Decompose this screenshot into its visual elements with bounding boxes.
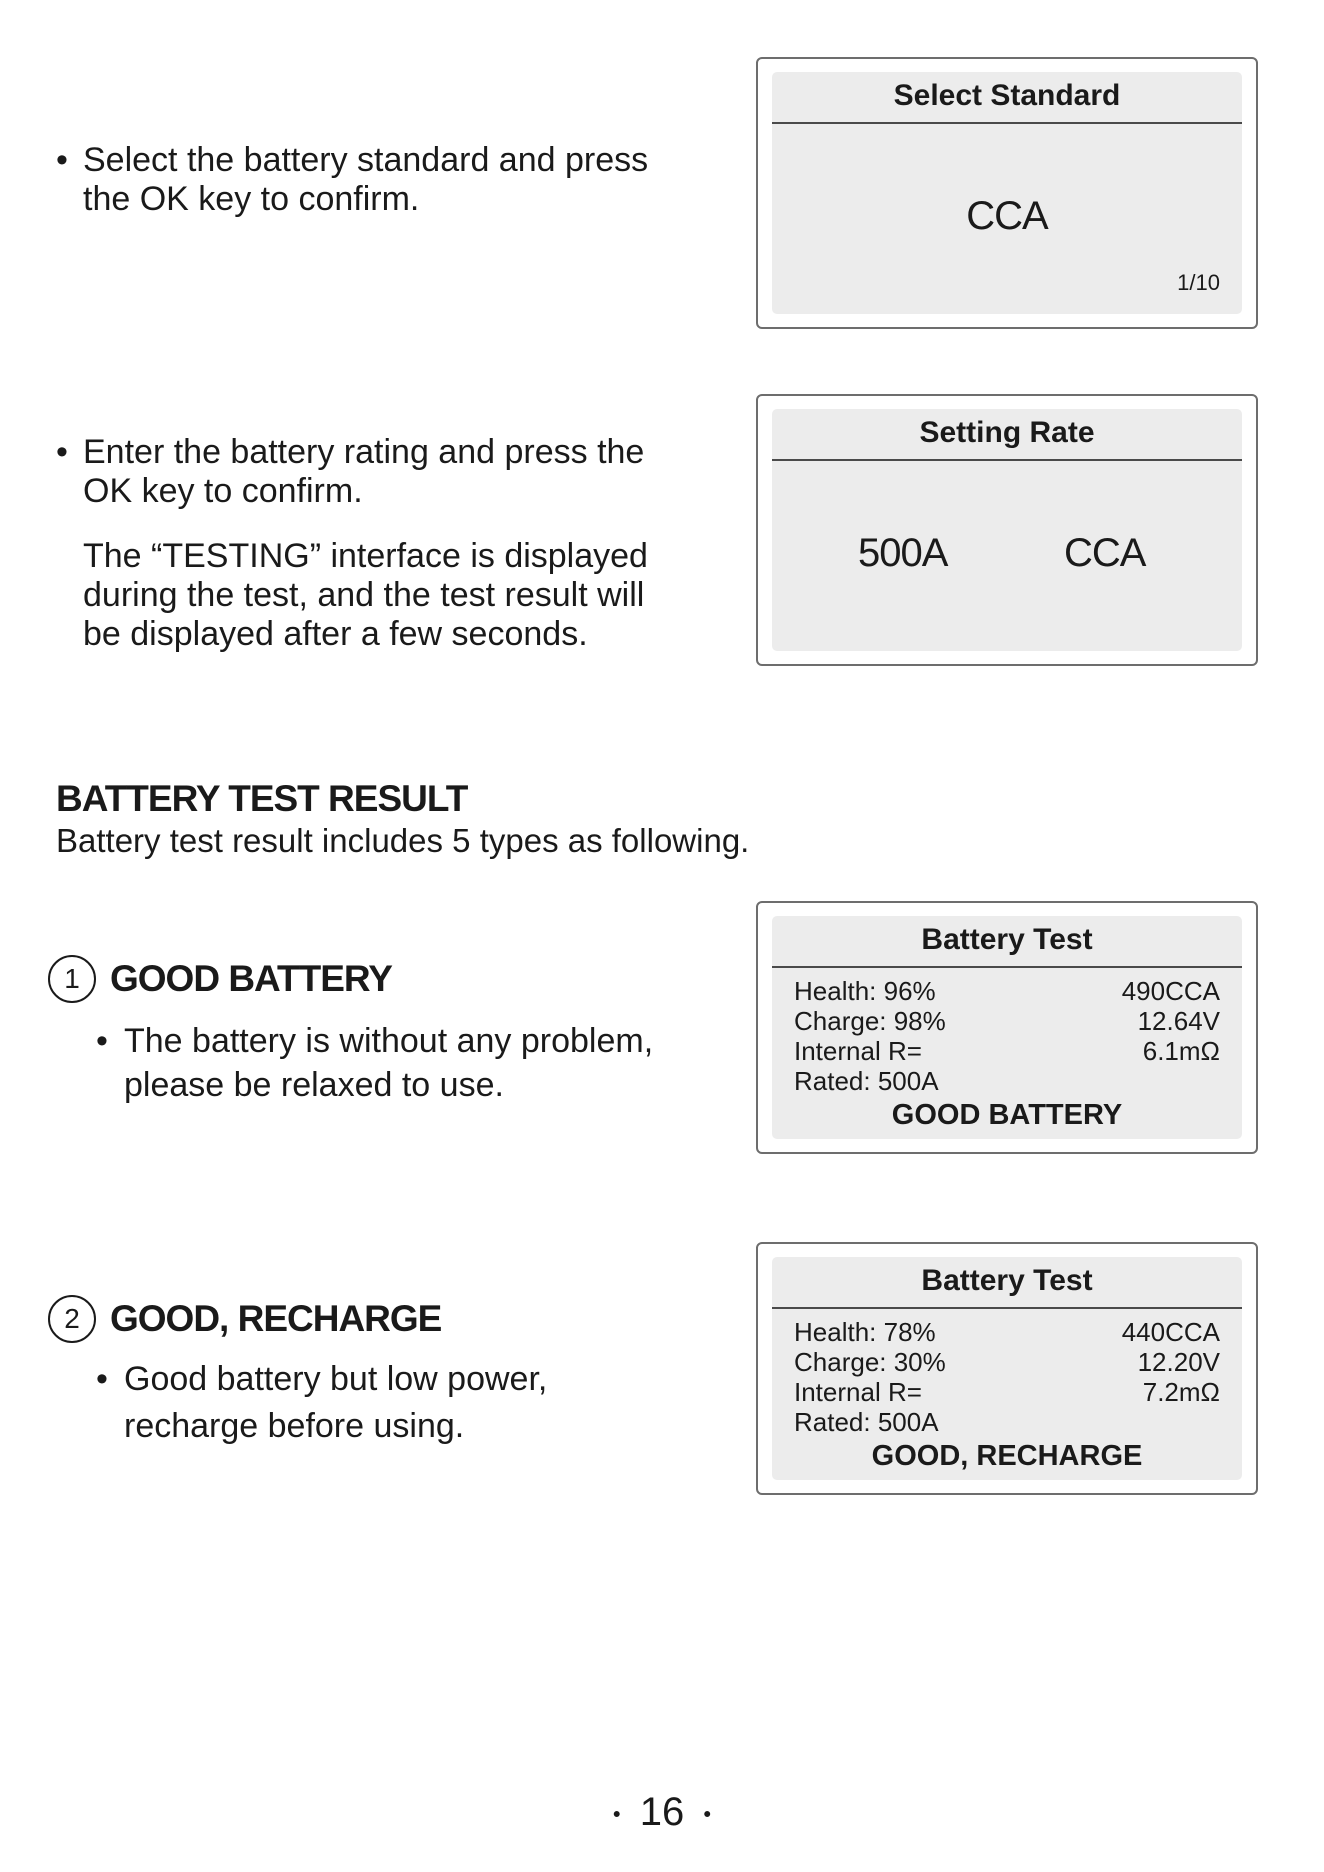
- rated-label: Rated: 500A: [794, 1407, 939, 1437]
- result-heading-good-battery: [48, 955, 392, 1003]
- result-title: GOOD, RECHARGE: [110, 1298, 442, 1339]
- screen-result-good-recharge: [756, 1242, 1258, 1495]
- step-note-line: during the test, and the test result will: [83, 576, 645, 614]
- screen-result-good-battery: [756, 901, 1258, 1154]
- desc-line: The battery is without any problem,: [124, 1022, 654, 1060]
- step-select-standard: [56, 141, 648, 219]
- standard-value: CCA: [1064, 531, 1146, 575]
- page-dot-right: •: [703, 1801, 712, 1827]
- step-note-line: The “TESTING” interface is displayed: [83, 537, 648, 575]
- desc-line: recharge before using.: [124, 1407, 465, 1445]
- lcd-panel: [772, 409, 1242, 651]
- screen-select-standard: [756, 57, 1258, 329]
- page-indicator: 1/10: [1177, 270, 1220, 295]
- charge-label: Charge: 30%: [794, 1347, 946, 1377]
- lcd-panel: [772, 1257, 1242, 1480]
- page-dot-left: •: [612, 1801, 621, 1827]
- charge-row: [794, 1006, 1220, 1036]
- result-verdict: GOOD, RECHARGE: [871, 1440, 1143, 1472]
- lcd-panel: [772, 72, 1242, 314]
- internal-row: [794, 1377, 1220, 1407]
- internal-label: Internal R=: [794, 1036, 922, 1066]
- charge-value: 12.64V: [1137, 1006, 1220, 1036]
- health-row: [794, 976, 1220, 1006]
- screen-title: Battery Test: [772, 916, 1242, 968]
- charge-label: Charge: 98%: [794, 1006, 946, 1036]
- result-verdict: GOOD BATTERY: [891, 1099, 1123, 1131]
- screen-title: Battery Test: [772, 1257, 1242, 1309]
- rated-row: [794, 1407, 1220, 1437]
- internal-row: [794, 1036, 1220, 1066]
- health-value: 440CCA: [1121, 1317, 1220, 1347]
- health-label: Health: 78%: [794, 1317, 936, 1347]
- screen-setting-rate: [756, 394, 1258, 666]
- desc-line: please be relaxed to use.: [124, 1066, 504, 1104]
- rated-row: [794, 1066, 1220, 1096]
- health-label: Health: 96%: [794, 976, 936, 1006]
- step-setting-rate: [56, 433, 648, 654]
- internal-value: 7.2mΩ: [1142, 1377, 1220, 1407]
- screen-title: Setting Rate: [772, 409, 1242, 461]
- step-line: OK key to confirm.: [83, 472, 363, 510]
- lcd-panel: [772, 916, 1242, 1139]
- result-description: [96, 1019, 653, 1107]
- internal-value: 6.1mΩ: [1142, 1036, 1220, 1066]
- standard-value: CCA: [966, 194, 1048, 238]
- step-line: Select the battery standard and press: [83, 141, 649, 179]
- section-title: BATTERY TEST RESULT: [56, 778, 468, 819]
- page-number: [0, 1790, 1324, 1835]
- desc-line: Good battery but low power,: [124, 1360, 548, 1398]
- result-heading-good-recharge: [48, 1295, 441, 1343]
- step-line: the OK key to confirm.: [83, 180, 420, 218]
- step-note-line: be displayed after a few seconds.: [83, 615, 588, 653]
- rated-label: Rated: 500A: [794, 1066, 939, 1096]
- result-title: GOOD BATTERY: [110, 958, 392, 999]
- screen-title: Select Standard: [772, 72, 1242, 124]
- rating-value: 500A: [858, 531, 948, 575]
- section-subtitle: Battery test result includes 5 types as following.: [56, 822, 750, 859]
- result-description: [96, 1356, 547, 1450]
- charge-row: [794, 1347, 1220, 1377]
- number-circle: 2: [48, 1295, 96, 1343]
- health-row: [794, 1317, 1220, 1347]
- number-circle: 1: [48, 955, 96, 1003]
- internal-label: Internal R=: [794, 1377, 922, 1407]
- charge-value: 12.20V: [1137, 1347, 1220, 1377]
- step-line: Enter the battery rating and press the: [83, 433, 645, 471]
- health-value: 490CCA: [1121, 976, 1220, 1006]
- page-number-value: 16: [639, 1790, 685, 1834]
